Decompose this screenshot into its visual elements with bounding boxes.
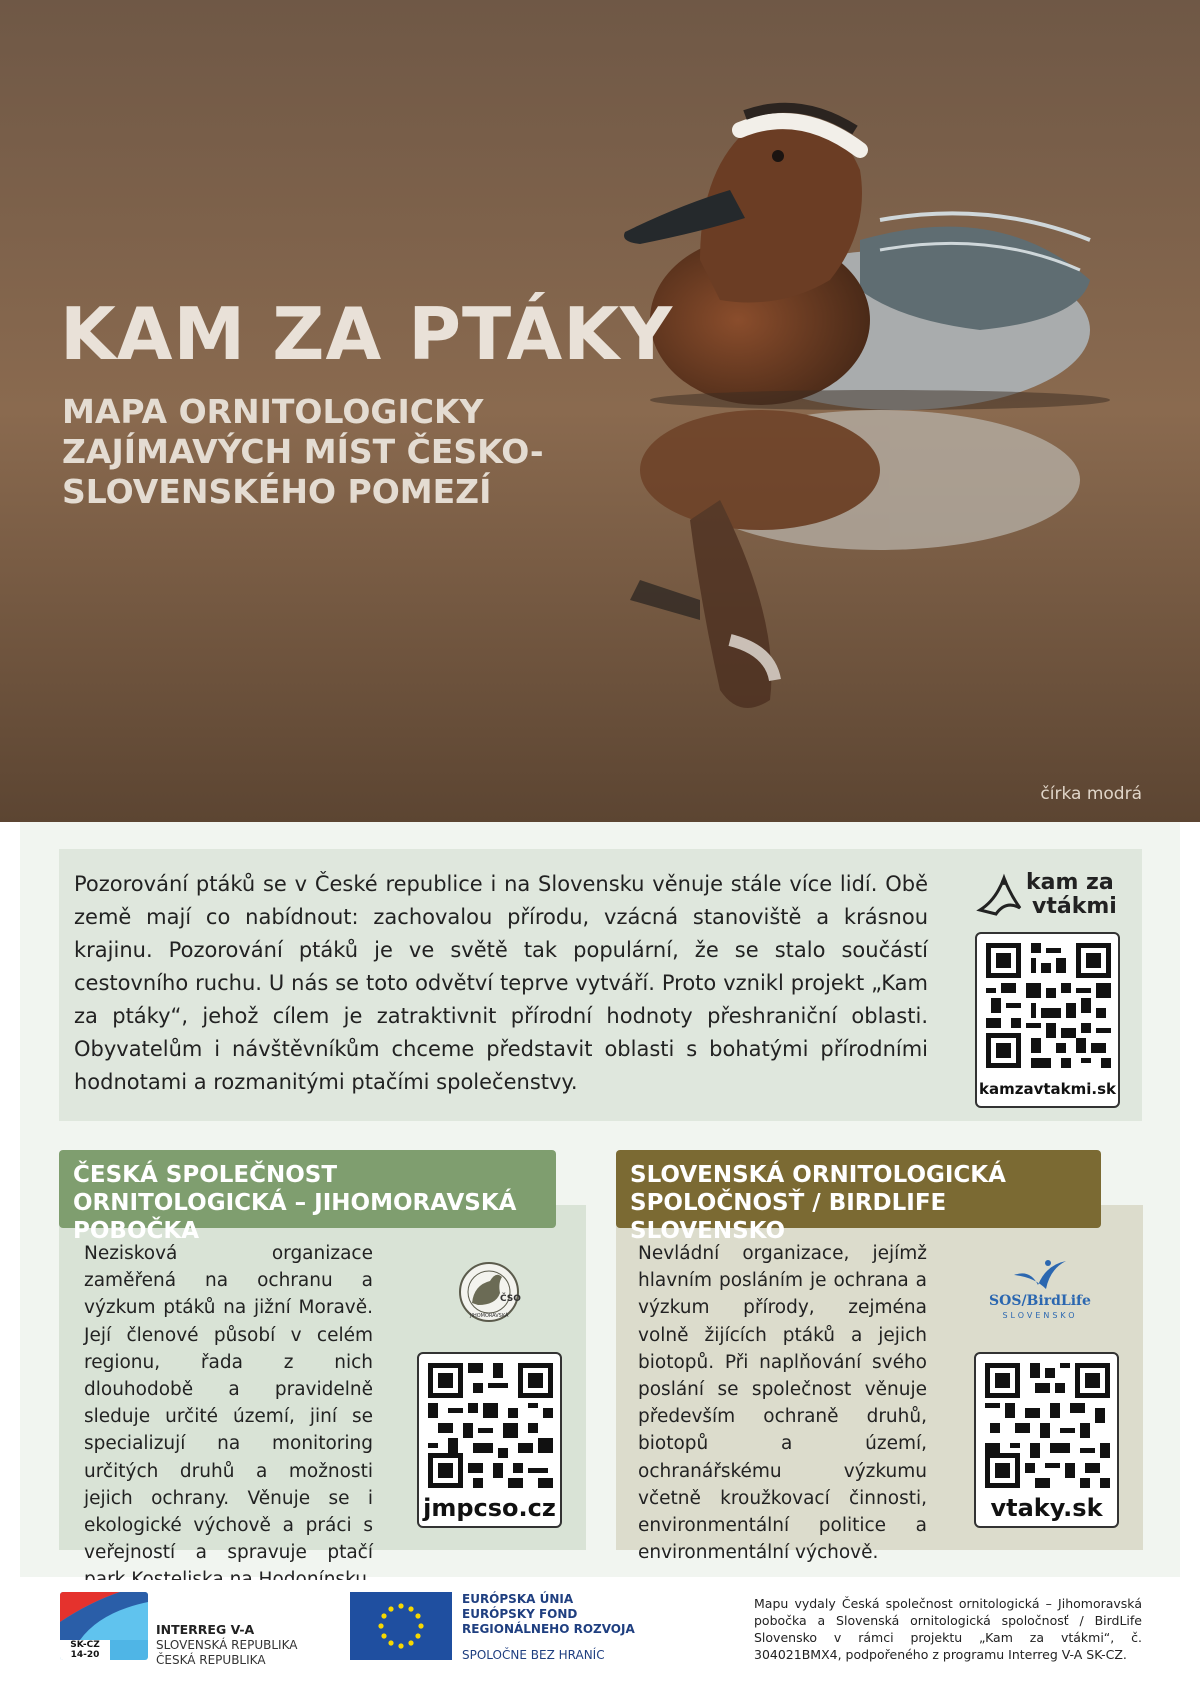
logo-line2: vtákmi (1032, 894, 1117, 919)
interreg-line1: SLOVENSKÁ REPUBLIKA (156, 1638, 298, 1652)
eu-line3: REGIONÁLNEHO ROZVOJA (462, 1622, 635, 1636)
qr-code-jmpcso[interactable] (417, 1352, 562, 1528)
eu-flag (350, 1592, 452, 1660)
eu-line1: EURÓPSKA ÚNIA (462, 1592, 574, 1606)
page-subtitle: MAPA ORNITOLOGICKY ZAJÍMAVÝCH MÍST ČESKO-SLOVENSKÉHO POMEZÍ (62, 392, 544, 511)
cso-heading (59, 1150, 556, 1244)
qr-code-kamzavtakmi[interactable] (975, 932, 1120, 1108)
qr-code-icon (428, 1363, 553, 1488)
eu-stars-icon (350, 1592, 452, 1660)
photo-caption: čírka modrá (1040, 784, 1142, 804)
intro-text: Pozorování ptáků se v České republice i na Slovensku věnuje stále více lidí. Obě země mají co nabídnout: zachovalou přírodu, vzácná stanoviště a krásnou krajinu. Pozorování ptáků je ve světě tak populární, že se stalo součástí cestovního ruchu. U nás se toto odvětví teprve vytváří. Proto vznikl projekt „Kam za ptáky“, jehož cílem je zatraktivnit přírodní hodnoty přeshraniční oblasti. Obyvatelům i návštěvníkům chceme představit oblasti s bohatými přírodními hodnotami a rozmanitými ptačími společenstvy. (74, 872, 928, 1094)
sos-logo-text: SOS/BirdLife (989, 1293, 1091, 1309)
logo-line1: kam za (1026, 870, 1114, 895)
eu-line2: EURÓPSKY FOND (462, 1607, 578, 1621)
interreg-line2: ČESKÁ REPUBLIKA (156, 1653, 266, 1667)
cso-logo-text: ČSO (500, 1294, 521, 1304)
sos-heading (616, 1150, 1101, 1244)
qr-code-vtaky[interactable] (974, 1352, 1119, 1528)
qr-label: kamzavtakmi.sk (979, 1080, 1116, 1098)
page-title: KAM ZA PTÁKY (60, 292, 674, 376)
qr-code-icon (986, 943, 1111, 1068)
interreg-title: INTERREG V-A (156, 1622, 255, 1637)
sos-birdlife-logo (980, 1255, 1100, 1325)
cso-logo-ring: JIHOMORAVSKÁ (470, 1313, 509, 1319)
qr-code-icon (985, 1363, 1110, 1488)
sos-text: Nevládní organizace, jejímž hlavním posláním je ochrana a výzkum přírody, zejména volně žijících ptáků a jejich biotopů. Při naplňování svého poslání se společnost věnuje především ochraně druhů, biotopů a území, ochranářskému výzkumu včetně kroužkovací činnosti, environmentální politice a environmentální výchově. (638, 1243, 927, 1564)
cso-heading-text: ČESKÁ SPOLEČNOST ORNITOLOGICKÁ – JIHOMORAVSKÁ POBOČKA (73, 1162, 517, 1244)
eu-motto: SPOLOČNE BEZ HRANÍC (462, 1648, 605, 1662)
qr-label: vtaky.sk (990, 1494, 1103, 1522)
interreg-logo (60, 1592, 148, 1660)
sos-logo-sub: SLOVENSKO (1002, 1311, 1078, 1320)
bird-icon (1010, 1255, 1070, 1293)
interreg-years: 14-20 (60, 1650, 110, 1660)
cso-text: Nezisková organizace zaměřená na ochranu a výzkum ptáků na jižní Moravě. Její členové působí v celém regionu, řada z nich dlouhodobě a pravidelně sleduje určité území, jiní se specializují na monitoring určitých druhů a možnosti jejich ochrany. Věnuje se i ekologické výchově a práci s veřejností a spravuje ptačí (84, 1243, 373, 1564)
footer (0, 1580, 1200, 1697)
hero-section (0, 0, 1200, 822)
publisher-note: Mapu vydaly Česká společnost ornitologická – Jihomoravská pobočka a Slovenská ornitologická spoločnosť / BirdLife Slovensko v rámci projektu „Kam za vtákmi“, č. 304021BMX4, podpořeného z programu Interreg V-A SK-CZ. (754, 1596, 1142, 1662)
cso-logo (456, 1255, 522, 1325)
kam-za-vtakmi-logo (976, 870, 1116, 922)
interreg-badge: SK-CZ (60, 1640, 110, 1650)
bird-icon (976, 870, 1024, 920)
qr-label: jmpcso.cz (423, 1494, 556, 1522)
sos-heading-text: SLOVENSKÁ ORNITOLOGICKÁ SPOLOČNOSŤ / BIRDLIFE SLOVENSKO (630, 1162, 1006, 1244)
interreg-flag-icon (60, 1592, 148, 1640)
